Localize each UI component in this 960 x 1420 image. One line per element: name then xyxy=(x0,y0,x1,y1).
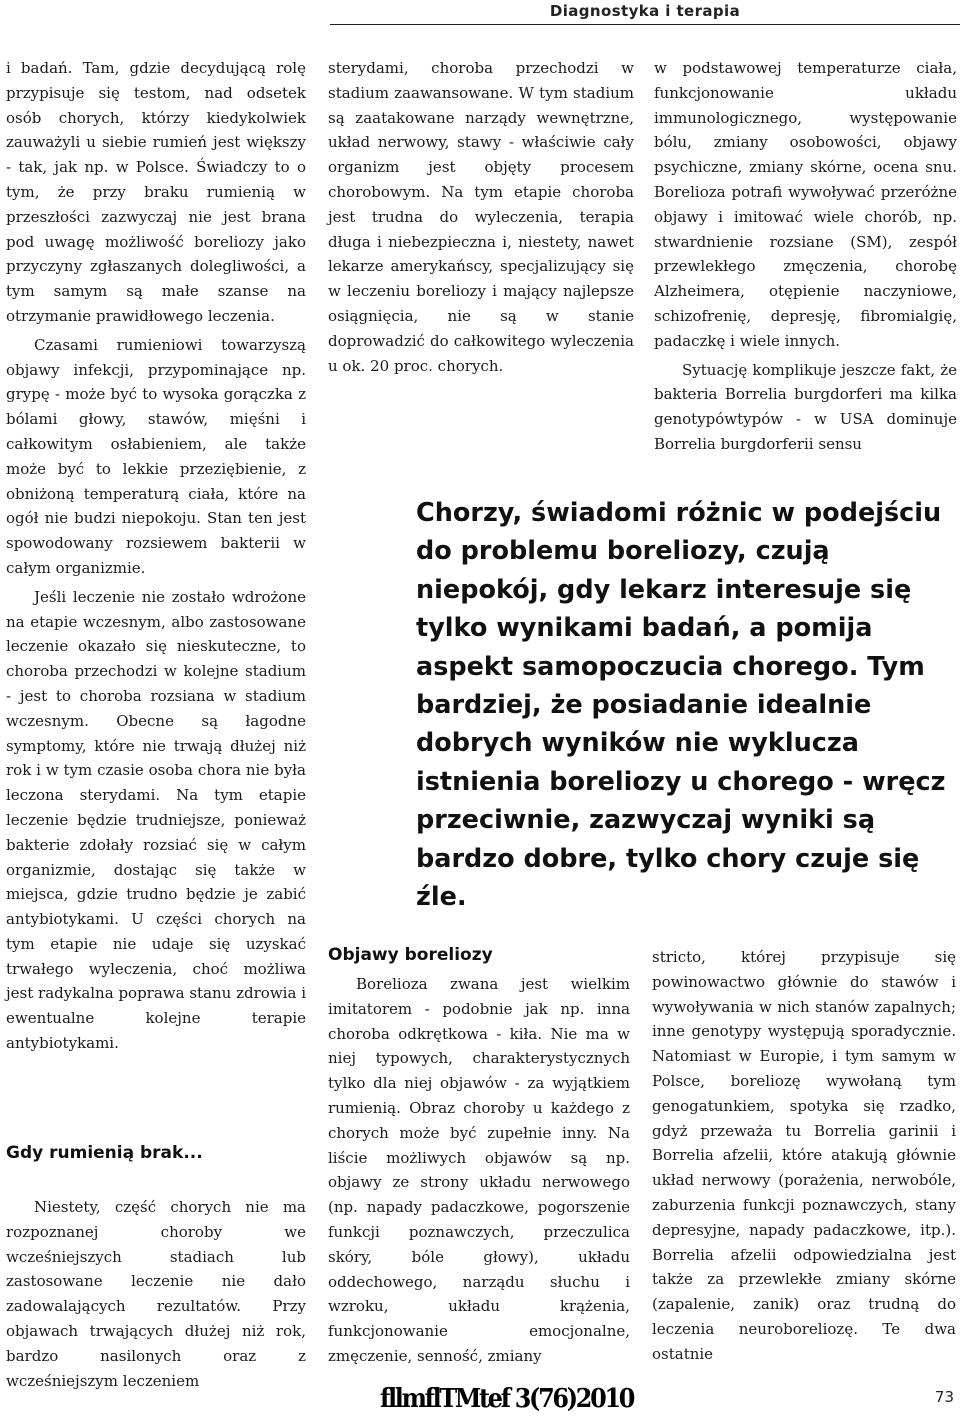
body-paragraph: w podstawowej temperaturze ciała, funkcjonowanie układu immunologicznego, występowanie bólu, zmiany osobowości, objawy psychiczne, zmiany skórne, ocena snu. Borelioza potrafi wywoływać przeróżne objawy i imitować wiele chorób, np. stwardnienie rozsiane (SM), zespół przewlekłego zmęczenia, chorobę Alzheimera, otępienie naczyniowe, schizofrenię, depresję, fibromialgię, padaczkę i wiele innych. xyxy=(654,59,957,350)
magazine-masthead: fllmflTMtef 3(76)2010 xyxy=(380,1384,634,1414)
right-column-bottom xyxy=(652,945,956,1367)
section-title: Diagnostyka i terapia xyxy=(549,2,741,20)
body-paragraph: Niestety, część chorych nie ma rozpoznanej choroby we wcześniejszych stadiach lub zastosowane leczenie nie dało zadowalających rezultatów. Przy objawach trwających dłużej niż rok, bardzo nasilonych oraz z wcześniejszym leczeniem xyxy=(6,1198,306,1390)
middle-column-bottom xyxy=(328,972,630,1369)
left-column xyxy=(6,56,306,1056)
body-paragraph: stricto, której przypisuje się powinowactwo głównie do stawów i wywoływania w nich stanów zapalnych; inne genotypy występują sporadycznie. Natomiast w Europie, i tym samym w Polsce, boreliozę wywołaną tym genogatunkiem, spotyka się rzadko, gdyż przeważa tu Borrelia garinii i Borrelia afzelii, które atakują głównie układ nerwowy (porażenia, nerwobóle, zaburzenia funkcji poznawczych, stany depresyjne, napady padaczkowe, itp.). Borrelia afzelii odpowiedzialna jest także za przewlekłe zmiany skórne (zapalenie, zanik) oraz trudną do leczenia neuroboreliozę. Te dwa ostatnie xyxy=(652,948,956,1363)
body-paragraph: sterydami, choroba przechodzi w stadium zaawansowane. W tym stadium są zaatakowane narządy wewnętrzne, układ nerwowy, stawy - właściwie cały organizm jest objęty procesem chorobowym. Na tym etapie choroba jest trudna do wyleczenia, terapia długa i niebezpieczna i, niestety, nawet lekarze amerykańscy, specjalizujący się w leczeniu boreliozy i mający najlepsze osiągnięcia, nie są w stanie doprowadzić do całkowitego wyleczenia u ok. 20 proc. chorych. xyxy=(328,59,634,375)
running-header xyxy=(330,0,960,25)
middle-column-top xyxy=(328,56,634,378)
right-column-top xyxy=(654,56,957,457)
body-paragraph: Borelioza zwana jest wielkim imitatorem - podobnie jak np. inna choroba odkrętkowa - kiła. Nie ma w niej typowych, charakterystycznych tylko dla niej objawów - za wyjątkiem rumienią. Obraz choroby u każdego z chorych może być zupełnie inny. Na liście możliwych objawów są np. objawy ze strony układu nerwowego (np. napady padaczkowe, pogorszenie funkcji poznawczych, przeczulica skóry, bóle głowy), układu oddechowego, narządu słuchu i wzroku, układu krążenia, funkcjonowanie emocjonalne, zmęczenie, senność, zmiany xyxy=(328,975,630,1365)
body-paragraph: i badań. Tam, gdzie decydującą rolę przypisuje się testom, nad odsetek osób chorych, którzy kiedykolwiek zauważyli u siebie rumień jest większy - tak, jak np. w Polsce. Świadczy to o tym, że przy braku rumienią w przeszłości zazwyczaj nie jest brana pod uwagę możliwość boreliozy jako przyczyny zgłaszanych dolegliwości, a tym samym są małe szanse na otrzymanie prawidłowego leczenia. xyxy=(6,59,306,325)
body-paragraph: Sytuację komplikuje jeszcze fakt, że bakteria Borrelia burgdorferi ma kilka genotypówtypów - w USA dominuje Borrelia burgdorferii sensu xyxy=(654,360,957,453)
body-paragraph: Jeśli leczenie nie zostało wdrożone na etapie wczesnym, albo zastosowane leczenie okazało się nieskuteczne, to choroba przechodzi w kolejne stadium - jest to choroba rozsiana w stadium wczesnym. Obecne są łagodne symptomy, które nie trwają dłużej niż rok i w tym czasie osoba chora nie była leczona sterydami. Na tym etapie leczenie będzie trudniejsze, ponieważ bakterie zdołały rozsiać się w całym organizmie, dostając się także w miejsca, gdzie trudno będzie je zabić antybiotykami. U części chorych na tym etapie nie udaje się uzyskać trwałego wyleczenia, choć możliwa jest radykalna poprawa stanu zdrowia i ewentualne kolejne terapie antybiotykami. xyxy=(6,587,306,1053)
left-column-bottom xyxy=(6,1195,306,1393)
section-heading-objawy-boreliozy: Objawy boreliozy xyxy=(328,945,493,965)
section-heading-gdy-rumienia-brak: Gdy rumienią brak... xyxy=(6,1143,203,1163)
page-number: 73 xyxy=(934,1388,954,1406)
body-paragraph: Czasami rumieniowi towarzyszą objawy infekcji, przypominające np. grypę - może być to wysoka gorączka z bólami głowy, stawów, mięśni i całkowitym osłabieniem, ale także może być to lekkie przeziębienie, z obniżoną temperaturą ciała, które na ogół nie budzi niepokoju. Stan ten jest spowodowany rozsiewem bakterii w całym organizmie. xyxy=(6,335,306,577)
pull-quote: Chorzy, świadomi różnic w podejściu do problemu boreliozy, czują niepokój, gdy lekarz interesuje się tylko wynikami badań, a pomija aspekt samopoczucia chorego. Tym bardziej, że posiadanie idealnie dobrych wyników nie wyklucza istnienia boreliozy u chorego - wręcz przeciwnie, zazwyczaj wyniki są bardzo dobre, tylko chory czuje się źle. xyxy=(416,498,946,913)
